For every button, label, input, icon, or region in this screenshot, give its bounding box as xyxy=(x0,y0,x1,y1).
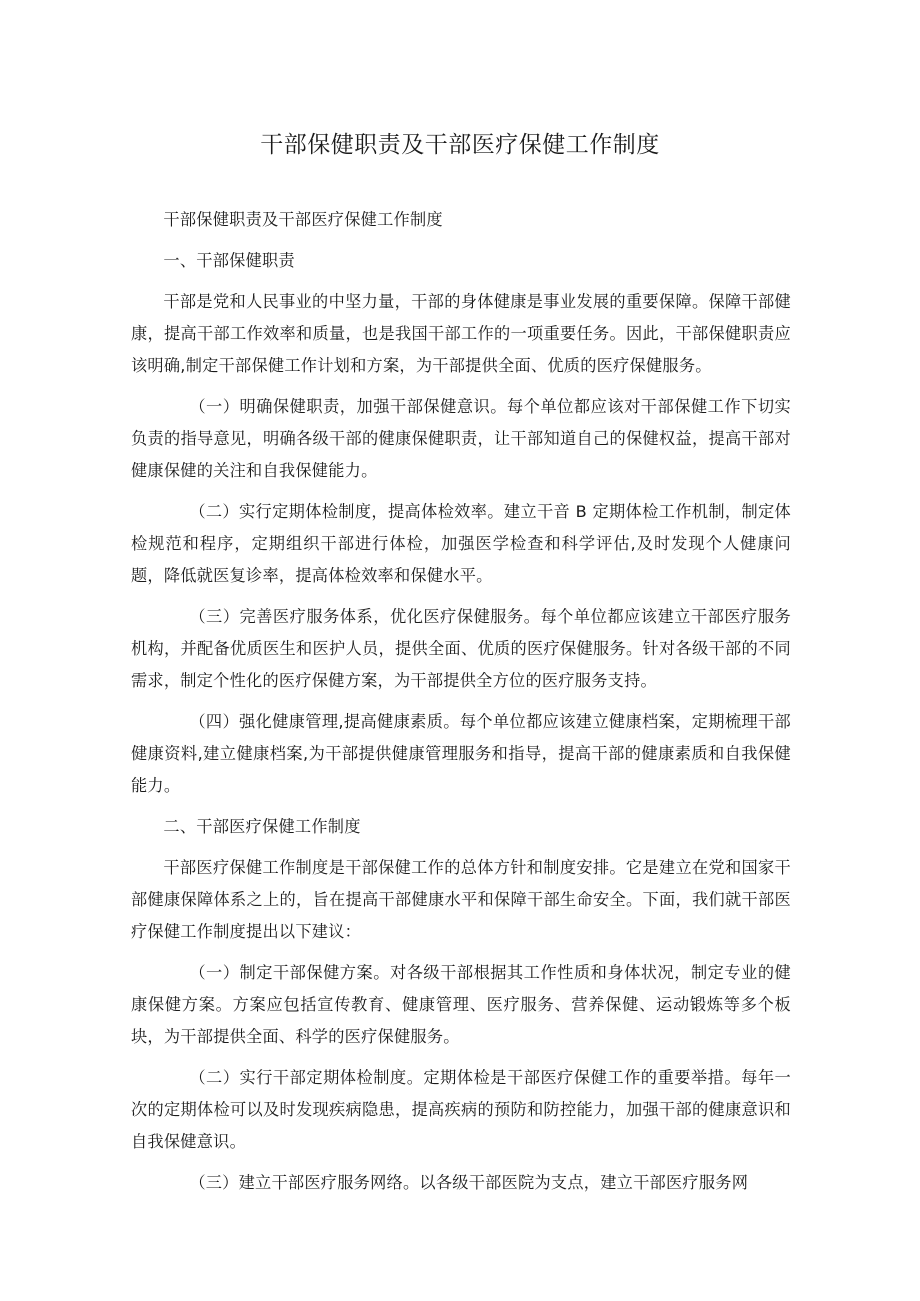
section-1-item-2: （二）实行定期体检制度，提高体检效率。建立干音 B 定期体检工作机制，制定体检规范和程序，定期组织干部进行体检，加强医学检查和科学评估,及时发现个人健康问题，降低就医复诊率，提高体检效率和保健水平。 xyxy=(131,502,791,585)
section-2-intro: 干部医疗保健工作制度是干部保健工作的总体方针和制度安排。它是建立在党和国家干部健康保障体系之上的，旨在提高干部健康水平和保障干部生命安全。下面，我们就干部医疗保健工作制度提出以下建议： xyxy=(131,858,791,941)
document-title: 干部保健职责及干部医疗保健工作制度 xyxy=(260,132,660,158)
document-body xyxy=(131,204,791,1208)
section-1-heading: 一、干部保健职责 xyxy=(163,251,295,270)
document-subtitle: 干部保健职责及干部医疗保健工作制度 xyxy=(163,210,443,229)
section-1-item-1: （一）明确保健职责，加强干部保健意识。每个单位都应该对干部保健工作下切实负责的指导意见，明确各级干部的健康保健职责，让干部知道自己的保健权益，提高干部对健康保健的关注和自我保健能力。 xyxy=(131,397,791,480)
section-2-item-3: （三）建立干部医疗服务网络。以各级干部医院为支点，建立干部医疗服务网 xyxy=(189,1173,749,1192)
section-2-item-2: （二）实行干部定期体检制度。定期体检是干部医疗保健工作的重要举措。每年一次的定期体检可以及时发现疾病隐患，提高疾病的预防和防控能力，加强干部的健康意识和自我保健意识。 xyxy=(131,1068,791,1151)
section-1-item-3: （三）完善医疗服务体系，优化医疗保健服务。每个单位都应该建立干部医疗服务机构，并配备优质医生和医护人员，提供全面、优质的医疗保健服务。针对各级干部的不同需求，制定个性化的医疗保健方案，为干部提供全方位的医疗服务支持。 xyxy=(131,607,791,690)
section-2-heading: 二、干部医疗保健工作制度 xyxy=(163,817,361,836)
section-1-item-4: （四）强化健康管理,提高健康素质。每个单位都应该建立健康档案，定期梳理干部健康资料,建立健康档案,为干部提供健康管理服务和指导，提高干部的健康素质和自我保健能力。 xyxy=(131,712,791,795)
section-2-item-1: （一）制定干部保健方案。对各级干部根据其工作性质和身体状况，制定专业的健康保健方案。方案应包括宣传教育、健康管理、医疗服务、营养保健、运动锻炼等多个板块，为干部提供全面、科学的医疗保健服务。 xyxy=(131,963,791,1046)
section-1-intro: 干部是党和人民事业的中坚力量，干部的身体健康是事业发展的重要保障。保障干部健康，提高干部工作效率和质量，也是我国干部工作的一项重要任务。因此，干部保健职责应该明确,制定干部保健工作计划和方案，为干部提供全面、优质的医疗保健服务。 xyxy=(131,292,791,375)
